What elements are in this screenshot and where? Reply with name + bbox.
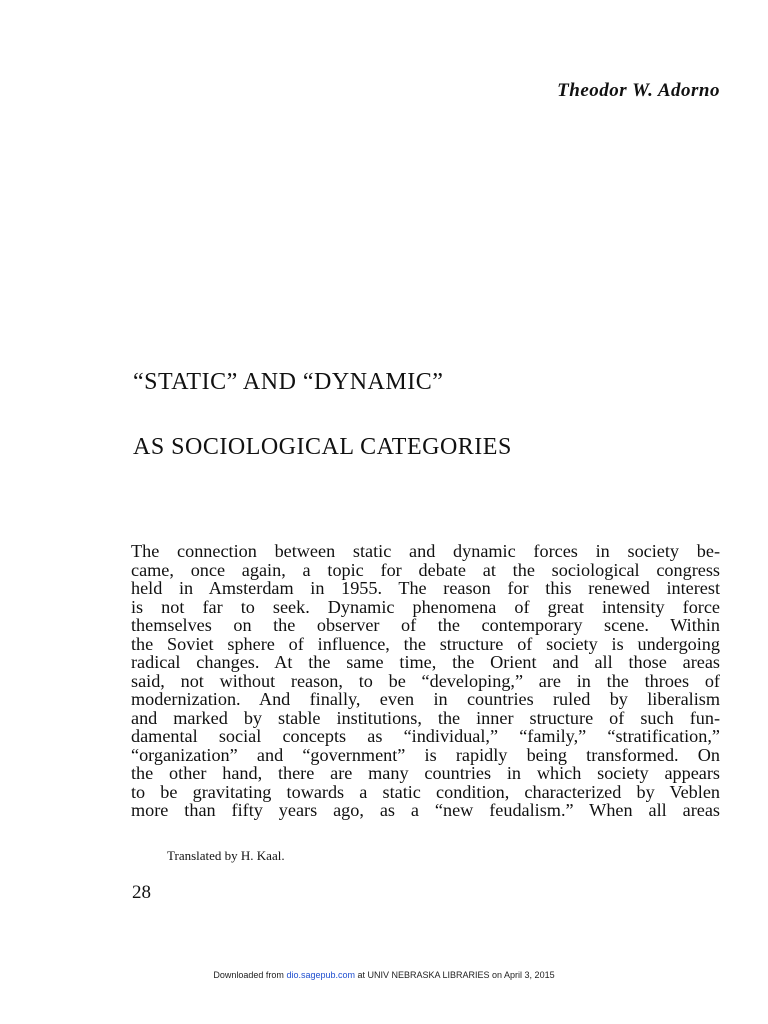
body-line: “organization” and “government” is rapidly being transformed. On: [131, 744, 720, 765]
footer-prefix: Downloaded from: [213, 970, 287, 980]
author-name: Theodor W. Adorno: [557, 80, 720, 101]
article-title-line-1: “STATIC” AND “DYNAMIC”: [133, 369, 444, 395]
body-line: said, not without reason, to be “developing,” are in the throes of: [131, 670, 720, 691]
body-line: the other hand, there are many countries in which society appears: [131, 763, 720, 783]
body-line: more than fifty years ago, as a “new feudalism.” When all areas: [131, 800, 720, 820]
body-line: themselves on the observer of the contemporary scene. Within: [131, 615, 720, 635]
footer-link[interactable]: dio.sagepub.com: [286, 970, 355, 980]
body-line: held in Amsterdam in 1955. The reason for this renewed interest: [131, 578, 720, 598]
translator-note: Translated by H. Kaal.: [167, 848, 285, 863]
body-line: came, once again, a topic for debate at the sociological congress: [131, 559, 720, 580]
body-line: damental social concepts as “individual,” “family,” “stratification,”: [131, 726, 720, 746]
footer-suffix: at UNIV NEBRASKA LIBRARIES on April 3, 2015: [354, 970, 555, 980]
body-line: The connection between static and dynamic forces in society be-: [131, 541, 720, 561]
body-line: modernization. And finally, even in countries ruled by liberalism: [131, 689, 720, 709]
download-footer: [0, 970, 768, 980]
body-line: to be gravitating towards a static condition, characterized by Veblen: [131, 781, 720, 802]
body-line: radical changes. At the same time, the Orient and all those areas: [131, 652, 720, 672]
body-paragraph: [131, 542, 720, 820]
body-line: the Soviet sphere of influence, the structure of society is undergoing: [131, 633, 720, 654]
article-title-line-2: AS SOCIOLOGICAL CATEGORIES: [133, 434, 512, 460]
body-line: and marked by stable institutions, the inner structure of such fun-: [131, 707, 720, 728]
page-number: 28: [132, 882, 151, 903]
body-line: is not far to seek. Dynamic phenomena of great intensity force: [131, 596, 720, 617]
